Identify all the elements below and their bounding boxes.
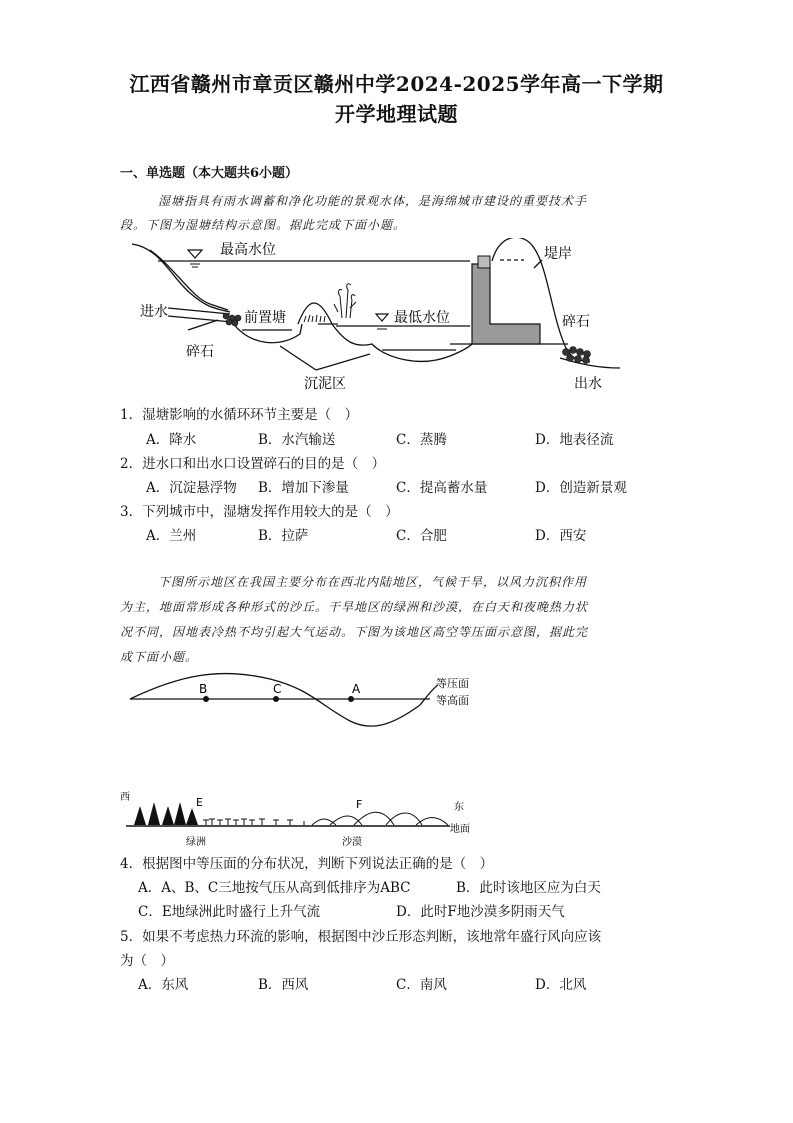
q2-option-a[interactable]: A．沉淀悬浮物 — [146, 480, 237, 496]
question-2-stem: 2．进水口和出水口设置碎石的目的是（ ） — [120, 456, 386, 472]
question-5-stem-line1: 5．如果不考虑热力环流的影响，根据图中沙丘形态判断，该地常年盛行风向应该 — [120, 929, 602, 945]
question-3-stem: 3．下列城市中，湿塘发挥作用较大的是（ ） — [120, 504, 399, 520]
q2-option-d[interactable]: D．创造新景观 — [535, 480, 627, 496]
point-c-label: C — [273, 682, 282, 696]
oasis-label: 绿洲 — [186, 837, 206, 848]
outflow-label: 出水 — [574, 376, 602, 392]
east-label: 东 — [454, 802, 464, 813]
q3-option-d[interactable]: D．西安 — [535, 528, 587, 544]
gravel-right-label: 碎石 — [562, 314, 590, 330]
q1-option-d[interactable]: D．地表径流 — [535, 432, 614, 448]
point-a-label: A — [352, 682, 361, 696]
gravel-left-label: 碎石 — [186, 344, 214, 360]
passage1-line1: 湿塘指具有雨水调蓄和净化功能的景观水体，是海绵城市建设的重要技术手 — [158, 194, 588, 208]
q2-option-c[interactable]: C．提高蓄水量 — [396, 480, 488, 496]
embankment-label: 堤岸 — [544, 246, 572, 262]
q1-option-a[interactable]: A．降水 — [146, 432, 197, 448]
passage2-line3: 况不同，因地表冷热不均引起大气运动。下图为该地区高空等压面示意图，据此完 — [120, 625, 589, 639]
question-4-stem: 4．根据图中等压面的分布状况，判断下列说法正确的是（ ） — [120, 856, 494, 872]
wet-pond-diagram — [120, 238, 620, 398]
passage1-line2: 段。下图为湿塘结构示意图。据此完成下面小题。 — [120, 218, 407, 232]
page-title-line1: 江西省赣州市章贡区赣州中学2024-2025学年高一下学期 — [129, 72, 664, 96]
question-1-stem: 1．湿塘影响的水循环环节主要是（ ） — [120, 407, 359, 423]
q5-option-a[interactable]: A．东风 — [138, 977, 189, 993]
q3-option-c[interactable]: C．合肥 — [396, 528, 447, 544]
q5-option-c[interactable]: C．南风 — [396, 977, 447, 993]
q5-option-d[interactable]: D．北风 — [535, 977, 587, 993]
sediment-label: 沉泥区 — [304, 376, 346, 392]
isohypse-label: 等高面 — [436, 694, 469, 707]
max-level-label: 最高水位 — [220, 242, 276, 258]
point-f-label: F — [356, 798, 363, 811]
passage2-line2: 为主，地面常形成各种形式的沙丘。干旱地区的绿洲和沙漠，在白天和夜晚热力状 — [120, 600, 589, 614]
passage2-line4: 成下面小题。 — [120, 650, 199, 664]
q5-option-b[interactable]: B．西风 — [258, 977, 309, 993]
ground-label: 地面 — [450, 824, 470, 835]
point-e-label: E — [196, 796, 203, 809]
oasis-desert-diagram — [116, 788, 486, 848]
q3-option-b[interactable]: B．拉萨 — [258, 528, 309, 544]
inflow-label: 进水 — [140, 304, 168, 320]
section-heading: 一、单选题（本大题共6小题） — [120, 166, 299, 181]
q4-option-b[interactable]: B．此时该地区应为白天 — [456, 880, 601, 896]
point-b-label: B — [199, 682, 208, 696]
forebay-label: 前置塘 — [244, 310, 286, 326]
q2-option-b[interactable]: B．增加下渗量 — [258, 480, 349, 496]
passage2-line1: 下图所示地区在我国主要分布在西北内陆地区，气候干旱，以风力沉积作用 — [158, 575, 588, 589]
q1-option-c[interactable]: C．蒸腾 — [396, 432, 447, 448]
q4-option-c[interactable]: C．E地绿洲此时盛行上升气流 — [138, 904, 321, 920]
q4-option-d[interactable]: D．此时F地沙漠多阴雨天气 — [396, 904, 565, 920]
q1-option-b[interactable]: B．水汽输送 — [258, 432, 336, 448]
isobaric-label: 等压面 — [436, 677, 469, 690]
q3-option-a[interactable]: A．兰州 — [146, 528, 197, 544]
page-title-line2: 开学地理试题 — [335, 102, 458, 126]
question-5-stem-line2: 为（ ） — [120, 953, 174, 969]
min-level-label: 最低水位 — [394, 310, 450, 326]
q4-option-a[interactable]: A．A、B、C三地按气压从高到低排序为ABC — [138, 880, 411, 896]
desert-label: 沙漠 — [342, 837, 362, 848]
west-label: 西 — [120, 792, 130, 803]
isobaric-surface-diagram — [120, 665, 490, 745]
